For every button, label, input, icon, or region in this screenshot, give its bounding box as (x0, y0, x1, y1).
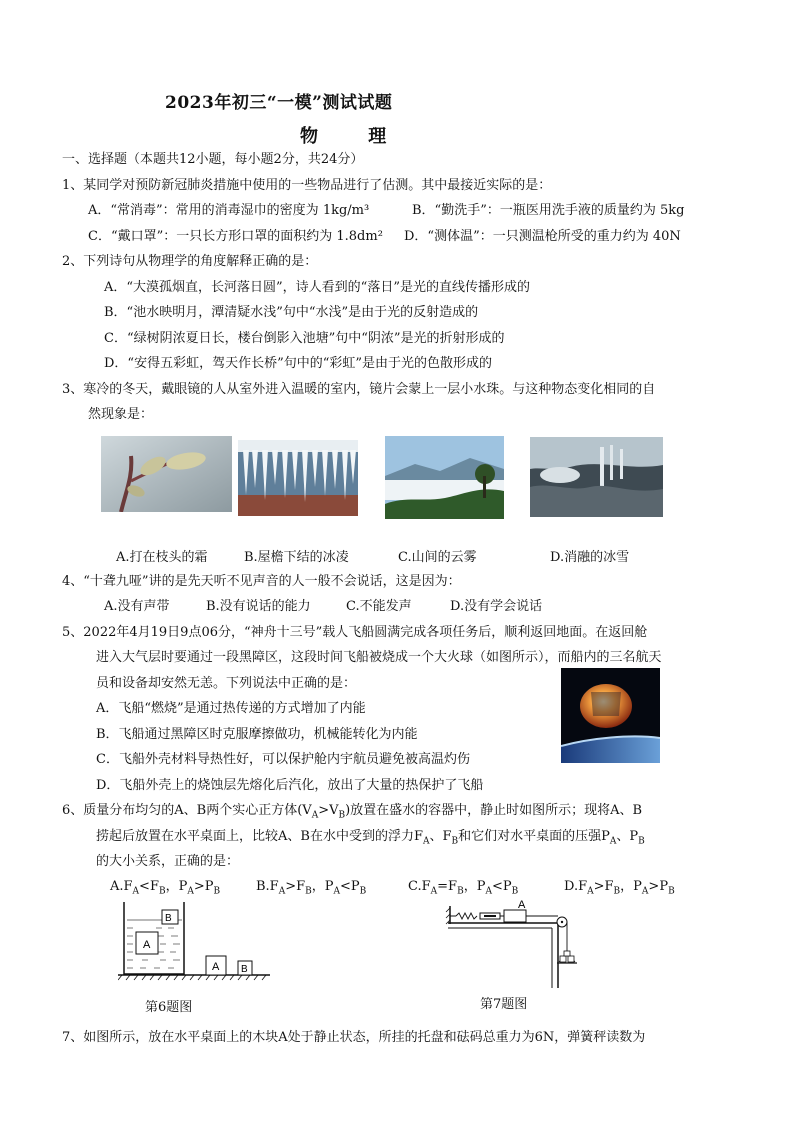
svg-text:B: B (165, 913, 172, 924)
q2-option-c: C．“绿树阴浓夏日长，楼台倒影入池塘”句中“阴浓”是光的折射形成的 (104, 331, 505, 346)
q3-option-a: A.打在枝头的霜 (116, 550, 208, 565)
q6-stem-line2: 捞起后放置在水平桌面上，比较A、B在水中受到的浮力$F_A$、$F_B$和它们对水平桌面的压强$P_A$、$P_B$ (96, 829, 645, 847)
svg-text:B: B (241, 964, 248, 975)
q7-stem: 7、如图所示，放在水平桌面上的木块A处于静止状态，所挂的托盘和砝码总重力为6N，弹簧秤读数为 (62, 1030, 646, 1045)
q2-option-d: D．“安得五彩虹，驾天作长桥”句中的“彩虹”是由于光的色散形成的 (104, 356, 493, 371)
icicles-image (238, 440, 358, 516)
mountain-fog-image (385, 436, 504, 519)
q1-option-b: B．“勤洗手”：一瓶医用洗手液的质量约为 5kg (412, 203, 685, 218)
q3-option-d: D.消融的冰雪 (550, 550, 630, 565)
svg-text:A: A (212, 961, 220, 973)
frost-branch-image (101, 436, 232, 512)
q5-option-b: B．飞船通过黑障区时克服摩擦做功，机械能转化为内能 (96, 727, 418, 742)
svg-text:A: A (143, 939, 151, 951)
q1-option-a: A．“常消毒”：常用的消毒湿巾的密度为 1kg/m³ (88, 203, 370, 218)
q3-option-c: C.山间的云雾 (398, 550, 477, 565)
q5-stem-line3: 员和设备却安然无恙。下列说法中正确的是： (96, 676, 357, 691)
q4-option-d: D.没有学会说话 (450, 599, 543, 614)
q6-stem-line3: 的大小关系，正确的是： (96, 854, 240, 869)
q6-option-d: $D.F_A>F_B$，$P_A>P_B$ (564, 879, 675, 897)
q2-option-a: A．“大漠孤烟直，长河落日圆”，诗人看到的“落日”是光的直线传播形成的 (104, 280, 530, 295)
q6-option-b: $B.F_A>F_B$，$P_A<P_B$ (256, 879, 367, 897)
q1-stem: 1、某同学对预防新冠肺炎措施中使用的一些物品进行了估测。其中最接近实际的是： (62, 178, 552, 193)
q5-stem-line1: 5、2022年4月19日9点06分，“神舟十三号”载人飞船圆满完成各项任务后，顺利返回地面。在返回舱 (62, 625, 648, 640)
fig7-diagram (440, 898, 590, 988)
q1-option-d: D．“测体温”：一只测温枪所受的重力约为 40N (404, 229, 681, 244)
q2-option-b: B．“池水映明月，潭清疑水浅”句中“水浅”是由于光的反射造成的 (104, 305, 479, 320)
q3-option-b: B.屋檐下结的冰凌 (244, 550, 349, 565)
exam-title: 2023年初三“一模”测试试题 (165, 93, 393, 113)
melting-snow-image (530, 437, 663, 517)
q5-option-a: A．飞船“燃烧”是通过热传递的方式增加了内能 (96, 701, 366, 716)
q4-option-a: A.没有声带 (104, 599, 170, 614)
q5-stem-line2: 进入大气层时要通过一段黑障区，这段时间飞船被烧成一个大火球（如图所示），而船内的三名航天 (96, 650, 662, 665)
section-heading: 一、选择题（本题共12小题，每小题2分，共24分） (62, 152, 364, 167)
q1-option-c: C．“戴口罩”：一只长方形口罩的面积约为 1.8dm² (88, 229, 383, 244)
fig6-diagram (118, 898, 278, 984)
spacecraft-reentry-image (561, 668, 660, 763)
q5-option-d: D．飞船外壳上的烧蚀层先熔化后汽化，放出了大量的热保护了飞船 (96, 778, 484, 793)
q6-option-a: $A.F_A<F_B$，$P_A>P_B$ (110, 879, 221, 897)
fig6-caption: 第6题图 (145, 1000, 193, 1015)
q5-option-c: C．飞船外壳材料导热性好，可以保护舱内宇航员避免被高温灼伤 (96, 752, 470, 767)
svg-text:A: A (518, 899, 526, 911)
q6-option-c: $C.F_A=F_B$，$P_A<P_B$ (408, 879, 519, 897)
q4-option-c: C.不能发声 (346, 599, 412, 614)
q6-stem-line1: 6、质量分布均匀的A、B两个实心正方体$(V_A>V_B)$放置在盛水的容器中，静止时如图所示；现将A、B (62, 803, 643, 821)
q4-option-b: B.没有说话的能力 (206, 599, 311, 614)
q3-stem-line1: 3、寒冷的冬天，戴眼镜的人从室外进入温暖的室内，镜片会蒙上一层小水珠。与这种物态变化相同的自 (62, 382, 656, 397)
q4-stem: 4、“十聋九哑”讲的是先天听不见声音的人一般不会说话，这是因为： (62, 574, 461, 589)
q3-stem-line2: 然现象是： (88, 407, 154, 422)
fig7-caption: 第7题图 (480, 997, 528, 1012)
subject-title: 物 理 (300, 126, 409, 147)
q2-stem: 2、下列诗句从物理学的角度解释正确的是： (62, 254, 318, 269)
